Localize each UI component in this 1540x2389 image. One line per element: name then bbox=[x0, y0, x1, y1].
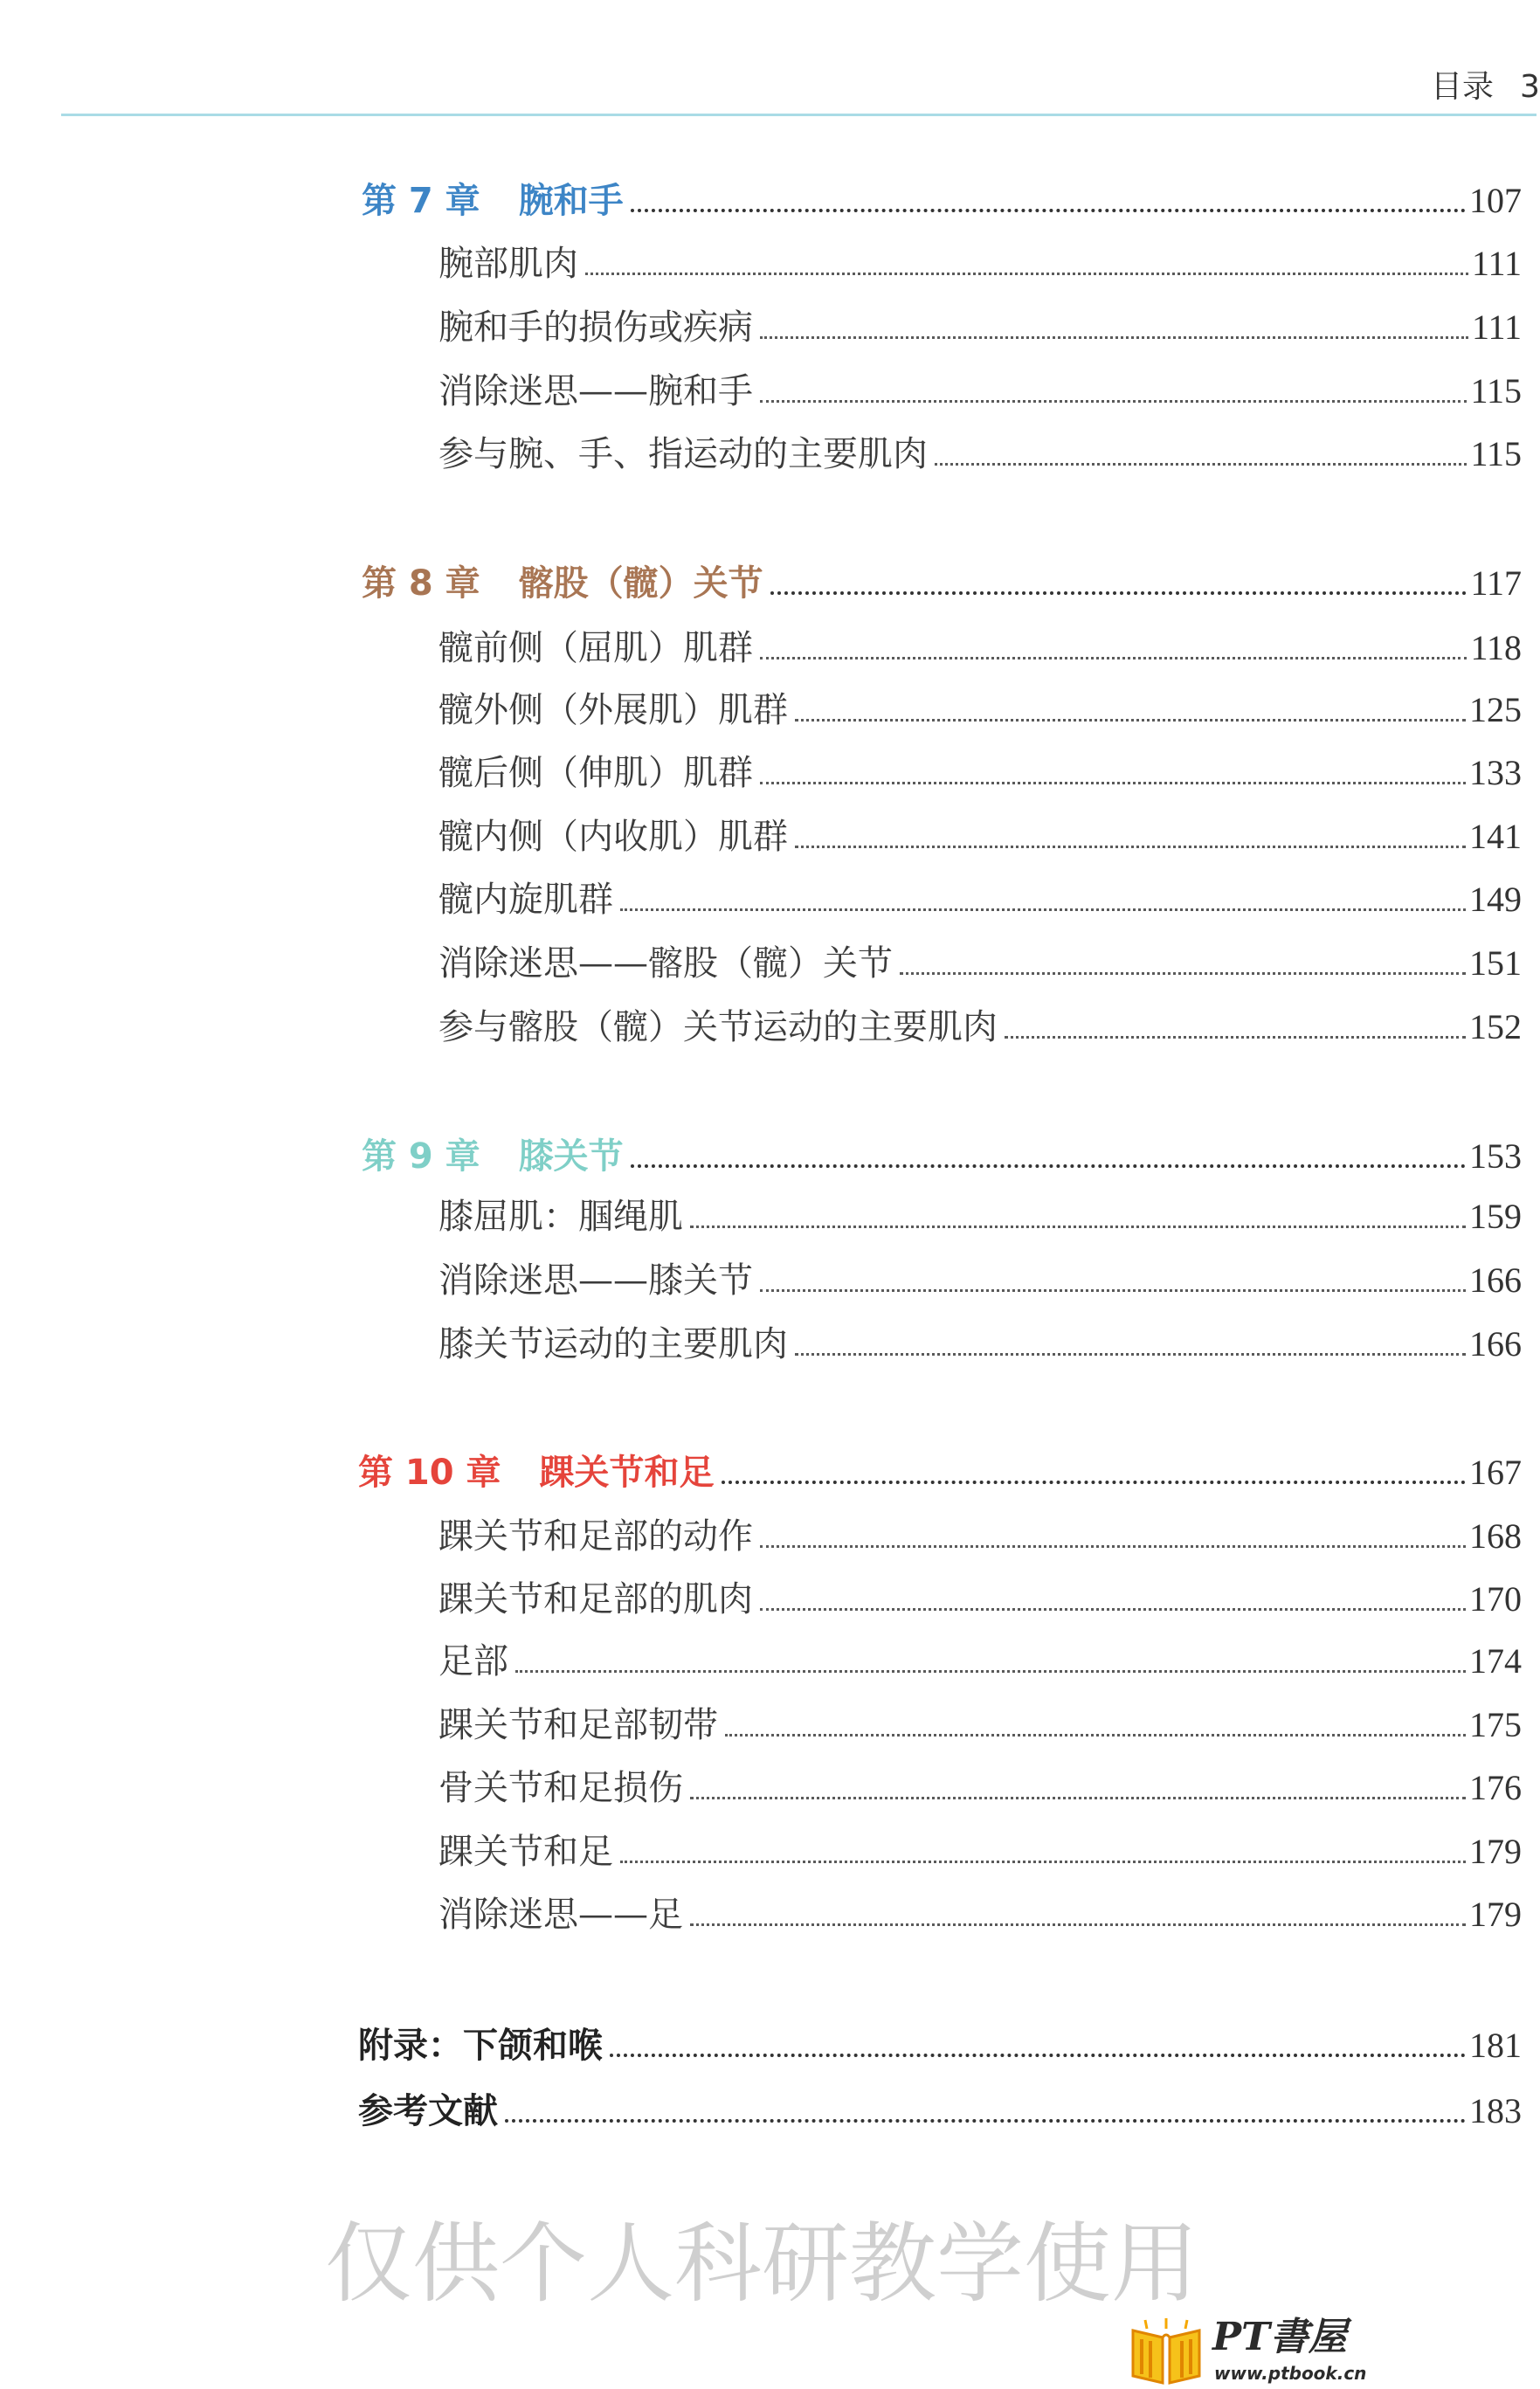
entry-title: 消除迷思——足 bbox=[439, 1895, 683, 1935]
entry-title: 参与髂股（髋）关节运动的主要肌肉 bbox=[439, 1007, 998, 1047]
book-icon bbox=[1128, 2317, 1205, 2386]
entry-title: 踝关节和足部的动作 bbox=[439, 1516, 753, 1557]
chapter-label: 第 9 章 bbox=[362, 1136, 480, 1177]
chapter-title: 踝关节和足 bbox=[539, 1453, 715, 1493]
page-number: 115 bbox=[1470, 371, 1522, 411]
entry-title: 膝关节运动的主要肌肉 bbox=[439, 1324, 788, 1364]
entry-title: 骨关节和足损伤 bbox=[439, 1768, 683, 1808]
page-number: 159 bbox=[1469, 1197, 1522, 1236]
chapter-label: 第 10 章 bbox=[358, 1453, 501, 1493]
dot-leader bbox=[631, 1164, 1466, 1168]
page-number: 111 bbox=[1471, 244, 1522, 283]
toc-references-row bbox=[358, 2087, 1522, 2136]
page-number: 179 bbox=[1469, 1895, 1522, 1934]
dot-leader bbox=[515, 1670, 1466, 1673]
page-number: 176 bbox=[1469, 1768, 1522, 1807]
dot-leader bbox=[620, 1861, 1466, 1863]
page-number: 174 bbox=[1469, 1641, 1522, 1681]
dot-leader bbox=[760, 657, 1467, 659]
toc-entry-row bbox=[439, 1764, 1522, 1812]
dot-leader bbox=[690, 1226, 1466, 1228]
toc-entry-row bbox=[439, 1637, 1522, 1686]
toc-appendix-row bbox=[358, 2021, 1522, 2070]
dot-leader bbox=[505, 2119, 1466, 2123]
dot-leader bbox=[585, 273, 1468, 275]
chapter-title: 膝关节 bbox=[518, 1136, 624, 1177]
toc-entry-row bbox=[439, 430, 1522, 479]
running-header bbox=[1431, 66, 1540, 108]
page-number: 183 bbox=[1469, 2091, 1522, 2130]
dot-leader bbox=[1005, 1036, 1466, 1039]
entry-title: 髋后侧（伸肌）肌群 bbox=[439, 753, 753, 793]
dot-leader bbox=[935, 463, 1467, 466]
dot-leader bbox=[690, 1923, 1466, 1926]
appendix-title: 附录：下颌和喉 bbox=[358, 2026, 603, 2066]
page-number: 141 bbox=[1469, 817, 1522, 856]
toc-entry-row bbox=[439, 686, 1522, 735]
toc-entry-row bbox=[439, 1320, 1522, 1369]
toc-entry-row bbox=[439, 1827, 1522, 1876]
toc-entry-row bbox=[439, 1256, 1522, 1305]
page-number: 115 bbox=[1470, 434, 1522, 473]
dot-leader bbox=[631, 209, 1466, 212]
toc-chapter-row bbox=[362, 559, 1522, 608]
chapter-label: 第 7 章 bbox=[362, 181, 480, 221]
entry-title: 参与腕、手、指运动的主要肌肉 bbox=[439, 434, 928, 474]
dot-leader bbox=[795, 1353, 1466, 1356]
page-number: 153 bbox=[1469, 1136, 1522, 1176]
page-number: 168 bbox=[1469, 1516, 1522, 1556]
page-number: 170 bbox=[1469, 1579, 1522, 1619]
page-number: 179 bbox=[1469, 1832, 1522, 1871]
toc-chapter-row bbox=[358, 1448, 1522, 1497]
page-number: 166 bbox=[1469, 1260, 1522, 1300]
header-title: 目录 bbox=[1431, 69, 1495, 105]
dot-leader bbox=[760, 1289, 1466, 1292]
page-number: 118 bbox=[1470, 628, 1522, 667]
entry-title: 腕部肌肉 bbox=[439, 244, 578, 284]
dot-leader bbox=[760, 336, 1468, 339]
page-number: 117 bbox=[1470, 563, 1522, 603]
dot-leader bbox=[900, 972, 1466, 975]
page-number: 151 bbox=[1469, 943, 1522, 983]
page-number: 167 bbox=[1469, 1453, 1522, 1492]
entry-title: 踝关节和足部的肌肉 bbox=[439, 1579, 753, 1619]
logo-url: www.ptbook.cn bbox=[1214, 2363, 1367, 2384]
page-number: 125 bbox=[1469, 690, 1522, 729]
dot-leader bbox=[760, 400, 1467, 403]
dot-leader bbox=[760, 1608, 1466, 1611]
entry-title: 腕和手的损伤或疾病 bbox=[439, 307, 753, 348]
entry-title: 踝关节和足部韧带 bbox=[439, 1705, 718, 1745]
chapter-title: 腕和手 bbox=[518, 181, 624, 221]
header-rule bbox=[61, 114, 1537, 116]
dot-leader bbox=[760, 782, 1466, 784]
page-number: 175 bbox=[1469, 1705, 1522, 1744]
dot-leader bbox=[725, 1734, 1466, 1737]
toc-entry-row bbox=[439, 939, 1522, 988]
dot-leader bbox=[795, 719, 1466, 722]
toc-entry-row bbox=[439, 239, 1522, 288]
entry-title: 消除迷思——膝关节 bbox=[439, 1260, 753, 1301]
watermark-text: 仅供个人科研教学使用 bbox=[325, 2213, 1198, 2315]
chapter-title: 髂股（髋）关节 bbox=[518, 563, 763, 604]
entry-title: 髋内侧（内收肌）肌群 bbox=[439, 817, 788, 857]
toc-entry-row bbox=[439, 812, 1522, 861]
dot-leader bbox=[690, 1797, 1466, 1799]
entry-title: 足部 bbox=[439, 1641, 508, 1681]
toc-entry-row bbox=[439, 1890, 1522, 1939]
page-number: 152 bbox=[1469, 1007, 1522, 1046]
entry-title: 消除迷思——腕和手 bbox=[439, 371, 753, 411]
toc-entry-row bbox=[439, 1192, 1522, 1241]
toc-entry-row bbox=[439, 1003, 1522, 1052]
toc-chapter-row bbox=[362, 1132, 1522, 1181]
toc-entry-row bbox=[439, 303, 1522, 352]
page-number: 166 bbox=[1469, 1324, 1522, 1364]
references-title: 参考文献 bbox=[358, 2091, 498, 2131]
entry-title: 消除迷思——髂股（髋）关节 bbox=[439, 943, 893, 984]
entry-title: 髋前侧（屈肌）肌群 bbox=[439, 628, 753, 668]
dot-leader bbox=[620, 908, 1466, 911]
dot-leader bbox=[795, 846, 1466, 848]
page-number: 181 bbox=[1469, 2026, 1522, 2065]
chapter-label: 第 8 章 bbox=[362, 563, 480, 604]
dot-leader bbox=[760, 1545, 1466, 1548]
toc-entry-row bbox=[439, 875, 1522, 924]
entry-title: 髋内旋肌群 bbox=[439, 880, 613, 920]
page-number: 149 bbox=[1469, 880, 1522, 919]
toc-chapter-row bbox=[362, 176, 1522, 225]
toc-entry-row bbox=[439, 367, 1522, 416]
header-page-number: 3 bbox=[1520, 69, 1540, 105]
entry-title: 膝屈肌：腘绳肌 bbox=[439, 1197, 683, 1237]
toc-entry-row bbox=[439, 1701, 1522, 1750]
toc-entry-row bbox=[439, 1575, 1522, 1624]
entry-title: 髋外侧（外展肌）肌群 bbox=[439, 690, 788, 730]
dot-leader bbox=[610, 2054, 1466, 2057]
page-number: 107 bbox=[1469, 181, 1522, 220]
toc-entry-row bbox=[439, 1512, 1522, 1561]
page-number: 133 bbox=[1469, 753, 1522, 792]
entry-title: 踝关节和足 bbox=[439, 1832, 613, 1872]
toc-entry-row bbox=[439, 624, 1522, 673]
dot-leader bbox=[722, 1481, 1466, 1484]
page-number: 111 bbox=[1471, 307, 1522, 347]
toc-entry-row bbox=[439, 749, 1522, 797]
dot-leader bbox=[770, 591, 1467, 595]
logo-name: PT書屋 bbox=[1212, 2315, 1347, 2359]
